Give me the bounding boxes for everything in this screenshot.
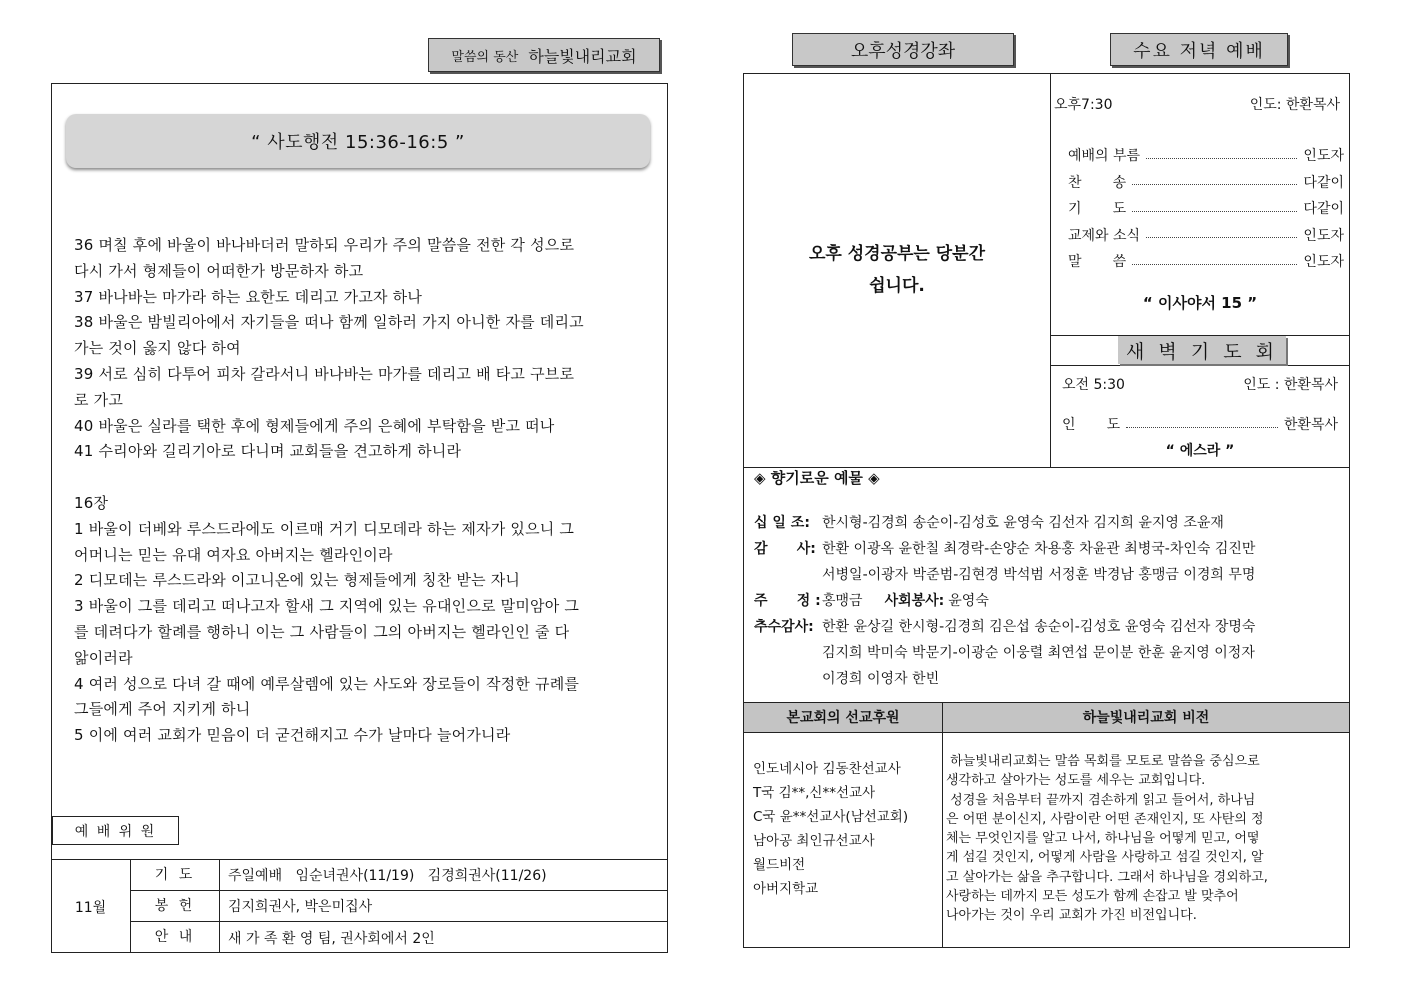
verse-line: 36 며칠 후에 바울이 바나바더러 말하되 우리가 주의 말씀을 전한 각 성으로 [74,236,575,254]
leader-dots [1132,264,1297,265]
mission-item: 아버지학교 [753,881,819,897]
order-item: 말 씀 [1068,254,1127,271]
dawn-scripture: “ 에스라 ” [1165,443,1235,459]
worship-committee-table [51,859,668,952]
wednesday-service-tag [1110,33,1288,66]
verse-line: 로 가고 [74,390,124,409]
offerings-header: ◈ 향기로운 예물 ◈ [754,469,880,487]
wednesday-time: 오후7:30 [1054,97,1113,113]
order-item: 기 도 [1068,201,1127,218]
offering-row [754,562,1344,588]
offering-row [754,614,1344,640]
order-who: 인도자 [1303,148,1344,165]
leader-dots [1146,237,1297,238]
verse-line: 1 바울이 더베와 루스드라에도 이르매 거기 디모데라 하는 제자가 있으니 그 [74,519,575,538]
church-motto: 말씀의 동산 [451,49,519,65]
dawn-prayer-tag [1118,336,1286,364]
church-name-tag [428,38,660,72]
mission-item: 인도네시아 김동찬선교사 [753,761,901,777]
offering-names: 한환 윤상길 한시형-김경희 김은섭 송순이-김성호 윤영숙 김선자 장명숙 [822,619,1256,635]
order-who: 인도자 [1303,254,1344,271]
afternoon-notice [744,238,1050,302]
dawn-prayer-title: 새 벽 기 도 회 [1126,340,1278,363]
offering-names: 한환 이광옥 윤한칠 최경락-손양순 차용홍 차윤관 최병국-차인숙 김진만 [822,541,1256,557]
offering-names: 서병일-이광자 박준범-김현경 박석범 서정훈 박경남 홍맹금 이경희 무명 [822,567,1256,583]
afternoon-class-tag [792,33,1014,66]
dawn-order-item: 인 도 [1062,417,1121,433]
verse-line: 다시 가서 형제들이 어떠한가 방문하자 하고 [74,261,364,280]
value-cell: 김지희권사, 박은미집사 [228,899,373,915]
offering-names: 이경희 이영자 한빈 [822,671,940,687]
dawn-divider-bottom [1050,365,1350,366]
vision-line: 체는 무엇인지를 알고 나서, 하나님을 어떻게 믿고, 어떻 [946,831,1260,847]
afternoon-notice-line1: 오후 성경공부는 당분간 [808,244,986,264]
offering-label: 주 정 : [754,593,821,609]
vertical-divider [1050,73,1051,468]
order-who: 다같이 [1303,174,1344,191]
verse-line: 를 데려다가 할례를 행하니 이는 그 사람들이 그의 아버지는 헬라인인 줄 다 [74,622,570,641]
wednesday-scripture: “ 이사야서 15 ” [1142,294,1258,312]
offering-names: 한시형-김경희 송순이-김성호 윤영숙 김선자 김지희 윤지영 조윤재 [822,515,1224,531]
vision-line: 게 섬길 것인지, 어떻게 사람을 사랑하고 섬길 것인지, 알 [946,850,1264,866]
worship-committee-label-box [52,816,179,845]
church-name: 하늘빛내리교회 [528,46,637,66]
offerings-list [754,510,1344,692]
verse-line: 2 디모데는 루스드라와 이고니온에 있는 형제들에게 칭찬 받는 자니 [74,571,521,590]
month-cell [51,860,131,953]
scripture-text [74,233,666,749]
social-service-label: 사회봉사: [884,593,945,609]
offering-row [754,588,1344,614]
order-row [1068,195,1344,222]
wednesday-time-row [1054,94,1340,114]
role-cell: 기 도 [131,860,220,891]
table-row [131,860,668,891]
vision-line: 성경을 처음부터 끝까지 겸손하게 읽고 들어서, 하나님 [946,792,1256,808]
verse-line: 가는 것이 옳지 않다 하여 [74,339,241,358]
verse-line: 40 바울은 실라를 택한 후에 형제들에게 주의 은혜에 부탁함을 받고 떠나 [74,416,555,435]
missions-header: 본교회의 선교후원 [786,710,900,726]
vision-line: 사랑하는 데까지 모든 성도가 함께 손잡고 발 맞추어 [946,889,1239,905]
offering-label: 십 일 조: [754,515,810,531]
verse-line [74,465,666,491]
vision-line: 하늘빛내리교회는 말씀 목회를 모토로 말씀을 중심으로 [946,754,1260,769]
order-row [1068,222,1344,249]
table-row [131,891,668,922]
order-item: 찬 송 [1068,174,1127,191]
dawn-time: 오전 5:30 [1062,377,1125,393]
sermon-title: “ 사도행전 15:36-16:5 ” [251,132,465,153]
mission-item: T국 김**,신**선교사 [753,785,876,801]
order-who: 다같이 [1303,201,1344,218]
missions-vision-divider [942,703,943,948]
order-row [1068,169,1344,196]
dawn-order-row [1062,414,1338,434]
leader-dots [1146,158,1297,159]
worship-committee-label: 예 배 위 원 [74,823,157,840]
role-cell: 봉 헌 [131,891,220,922]
role-cell: 안 내 [131,922,220,953]
vision-line: 나아가는 것이 우리 교회가 가진 비전입니다. [946,908,1197,924]
verse-line: 3 바울이 그를 데리고 떠나고자 할새 그 지역에 있는 유대인으로 말미암아 그 [74,597,580,616]
verse-line: 앎이러라 [74,648,133,667]
verse-line: 그들에게 주어 지키게 하니 [74,700,251,719]
order-item: 예배의 부름 [1068,148,1141,165]
missions-list [753,757,941,901]
mission-item: 월드비전 [753,857,806,873]
afternoon-class-title: 오후성경강좌 [850,40,956,62]
leader-dots [1132,211,1297,212]
table-row [131,922,668,953]
vision-header: 하늘빛내리교회 비전 [1082,710,1210,726]
leader-dots [1126,427,1278,428]
verse-line: 39 서로 심히 다투어 피차 갈라서니 바나바는 마가를 데리고 배 타고 구브로 [74,364,575,383]
value-cell: 주일예배 임순녀권사(11/19) 김경희권사(11/26) [228,868,547,884]
wednesday-leader: 인도: 한환목사 [1249,97,1340,113]
dawn-order-who: 한환목사 [1283,417,1338,433]
verse-line: 5 이에 여러 교회가 믿음이 더 굳건해지고 수가 날마다 늘어가니라 [74,726,511,745]
verse-line: 어머니는 믿는 유대 여자요 아버지는 헬라인이라 [74,545,393,564]
offering-row [754,640,1344,666]
offering-row [754,666,1344,692]
verse-line: 4 여러 성으로 다녀 갈 때에 예루살렘에 있는 사도와 장로들이 작정한 규례를 [74,674,580,693]
offering-names: 김지희 박미숙 박문기-이광순 이웅렬 최연섭 문이분 한훈 윤지영 이정자 [822,645,1255,661]
mission-item: 남아공 최인규선교사 [753,833,875,849]
verse-line: 37 바나바는 마가라 하는 요한도 데리고 가고자 하나 [74,287,423,306]
vision-text [946,752,1346,926]
vision-line: 고 살아가는 삶을 추구합니다. 그래서 하나님을 경외하고, [946,869,1268,885]
vision-line: 생각하고 살아가는 성도를 세우는 교회입니다. [946,773,1206,789]
social-service-names: 윤영숙 [948,593,989,609]
wednesday-order [1068,142,1344,275]
offering-names: 홍맹금 [822,593,863,609]
verse-line: 41 수리아와 길리기아로 다니며 교회들을 견고하게 하니라 [74,442,462,461]
mission-item: C국 윤**선교사(남선교회) [753,809,909,825]
order-who: 인도자 [1303,227,1344,244]
leader-dots [1132,184,1297,185]
offering-row [754,510,1344,536]
order-row [1068,248,1344,275]
committee-rows [131,860,668,953]
order-row [1068,142,1344,169]
offering-label: 추수감사: [754,619,814,635]
dawn-time-row [1062,374,1338,394]
order-item: 교제와 소식 [1068,227,1141,244]
value-cell: 새 가 족 환 영 팀, 권사회에서 2인 [228,930,435,947]
afternoon-notice-line2: 쉽니다. [869,276,925,296]
verse-line: 16장 [74,493,109,512]
offering-row [754,536,1344,562]
verse-line: 38 바울은 밤빌리아에서 자기들을 떠나 함께 일하러 가지 아니한 자를 데리고 [74,313,584,332]
month-label: 11월 [74,899,107,916]
dawn-leader: 인도 : 한환목사 [1243,377,1338,393]
wednesday-service-title: 수요 저녁 예배 [1133,40,1265,62]
offering-label: 감 사: [754,541,816,557]
vision-line: 은 어떤 분이신지, 사람이란 어떤 존재인지, 또 사탄의 정 [946,811,1264,827]
sermon-title-banner [66,114,650,168]
